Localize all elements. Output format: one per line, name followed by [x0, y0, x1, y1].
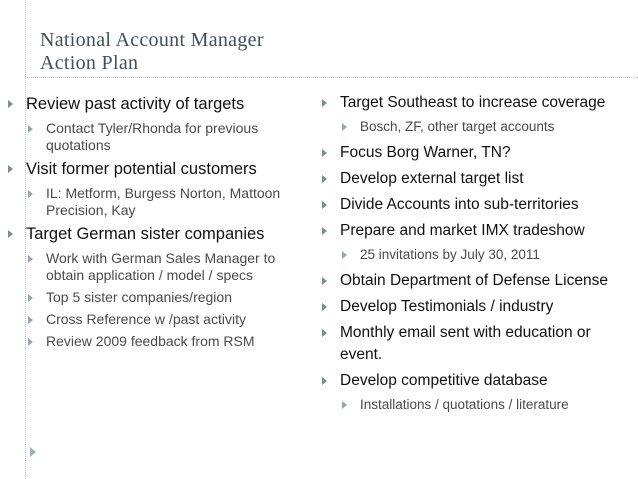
triangle-bullet-icon — [322, 201, 327, 209]
title-dotted-rule — [25, 77, 638, 78]
bullet-item — [318, 220, 636, 242]
triangle-bullet-icon — [322, 149, 327, 157]
left-column — [0, 94, 300, 355]
sub-bullet-text: 25 invitations by July 30, 2011 — [360, 247, 540, 262]
bullet-item — [318, 92, 636, 114]
bullet-text: Develop external target list — [340, 170, 524, 187]
empty-bullet-icon — [30, 447, 36, 457]
sub-bullet-text: Installations / quotations / literature — [360, 397, 569, 412]
bullet-item — [318, 370, 636, 392]
sub-bullet-item — [0, 250, 300, 284]
sub-bullet-text: IL: Metform, Burgess Norton, Mattoon Precision, Kay — [46, 185, 281, 218]
sub-bullet-text: Work with German Sales Manager to obtain application / model / specs — [46, 250, 276, 283]
right-column — [318, 92, 636, 420]
sub-bullet-text: Contact Tyler/Rhonda for previous quotations — [46, 120, 259, 153]
bullet-text: Develop competitive database — [340, 372, 548, 389]
triangle-bullet-icon — [322, 227, 327, 235]
sub-bullet-item — [0, 185, 300, 219]
sub-bullet-item — [318, 246, 636, 263]
triangle-bullet-icon — [342, 401, 347, 409]
sub-bullet-text: Top 5 sister companies/region — [46, 289, 232, 305]
triangle-bullet-icon — [322, 99, 327, 107]
bullet-item — [0, 224, 300, 244]
bullet-text: Develop Testimonials / industry — [340, 298, 554, 315]
triangle-bullet-icon — [322, 329, 327, 337]
bullet-item — [318, 322, 636, 366]
bullet-text: Prepare and market IMX tradeshow — [340, 222, 585, 239]
triangle-bullet-icon — [8, 165, 13, 173]
triangle-bullet-icon — [28, 294, 33, 302]
triangle-bullet-icon — [322, 175, 327, 183]
bullet-item — [318, 142, 636, 164]
sub-bullet-item — [0, 289, 300, 306]
bullet-text: Target German sister companies — [26, 225, 265, 243]
triangle-bullet-icon — [28, 316, 33, 324]
sub-bullet-text: Bosch, ZF, other target accounts — [360, 119, 555, 134]
bullet-text: Focus Borg Warner, TN? — [340, 144, 511, 161]
triangle-bullet-icon — [28, 338, 33, 346]
triangle-bullet-icon — [28, 125, 33, 133]
triangle-bullet-icon — [342, 251, 347, 259]
sub-bullet-item — [318, 118, 636, 135]
bullet-text: Review past activity of targets — [26, 95, 245, 113]
triangle-bullet-icon — [28, 255, 33, 263]
sub-bullet-item — [0, 333, 300, 350]
triangle-bullet-icon — [322, 277, 327, 285]
bullet-item — [318, 296, 636, 318]
slide-title — [40, 29, 600, 75]
bullet-text: Visit former potential customers — [26, 160, 257, 178]
triangle-bullet-icon — [342, 123, 347, 131]
bullet-item — [318, 270, 636, 292]
bullet-item — [0, 159, 300, 179]
bullet-item — [318, 168, 636, 190]
title-line-2: Action Plan — [40, 52, 139, 74]
triangle-bullet-icon — [322, 303, 327, 311]
bullet-text: Obtain Department of Defense License — [340, 272, 608, 289]
triangle-bullet-icon — [322, 377, 327, 385]
bullet-text: Monthly email sent with education or event. — [340, 324, 591, 363]
title-line-1: National Account Manager — [40, 29, 264, 51]
triangle-bullet-icon — [28, 190, 33, 198]
triangle-bullet-icon — [8, 100, 13, 108]
bullet-item — [0, 94, 300, 114]
sub-bullet-item — [0, 311, 300, 328]
sub-bullet-item — [0, 120, 300, 154]
sub-bullet-text: Review 2009 feedback from RSM — [46, 333, 255, 349]
triangle-bullet-icon — [8, 230, 13, 238]
bullet-item — [318, 194, 636, 216]
bullet-text: Target Southeast to increase coverage — [340, 94, 606, 111]
bullet-text: Divide Accounts into sub-territories — [340, 196, 579, 213]
sub-bullet-item — [318, 396, 636, 413]
sub-bullet-text: Cross Reference w /past activity — [46, 311, 246, 327]
